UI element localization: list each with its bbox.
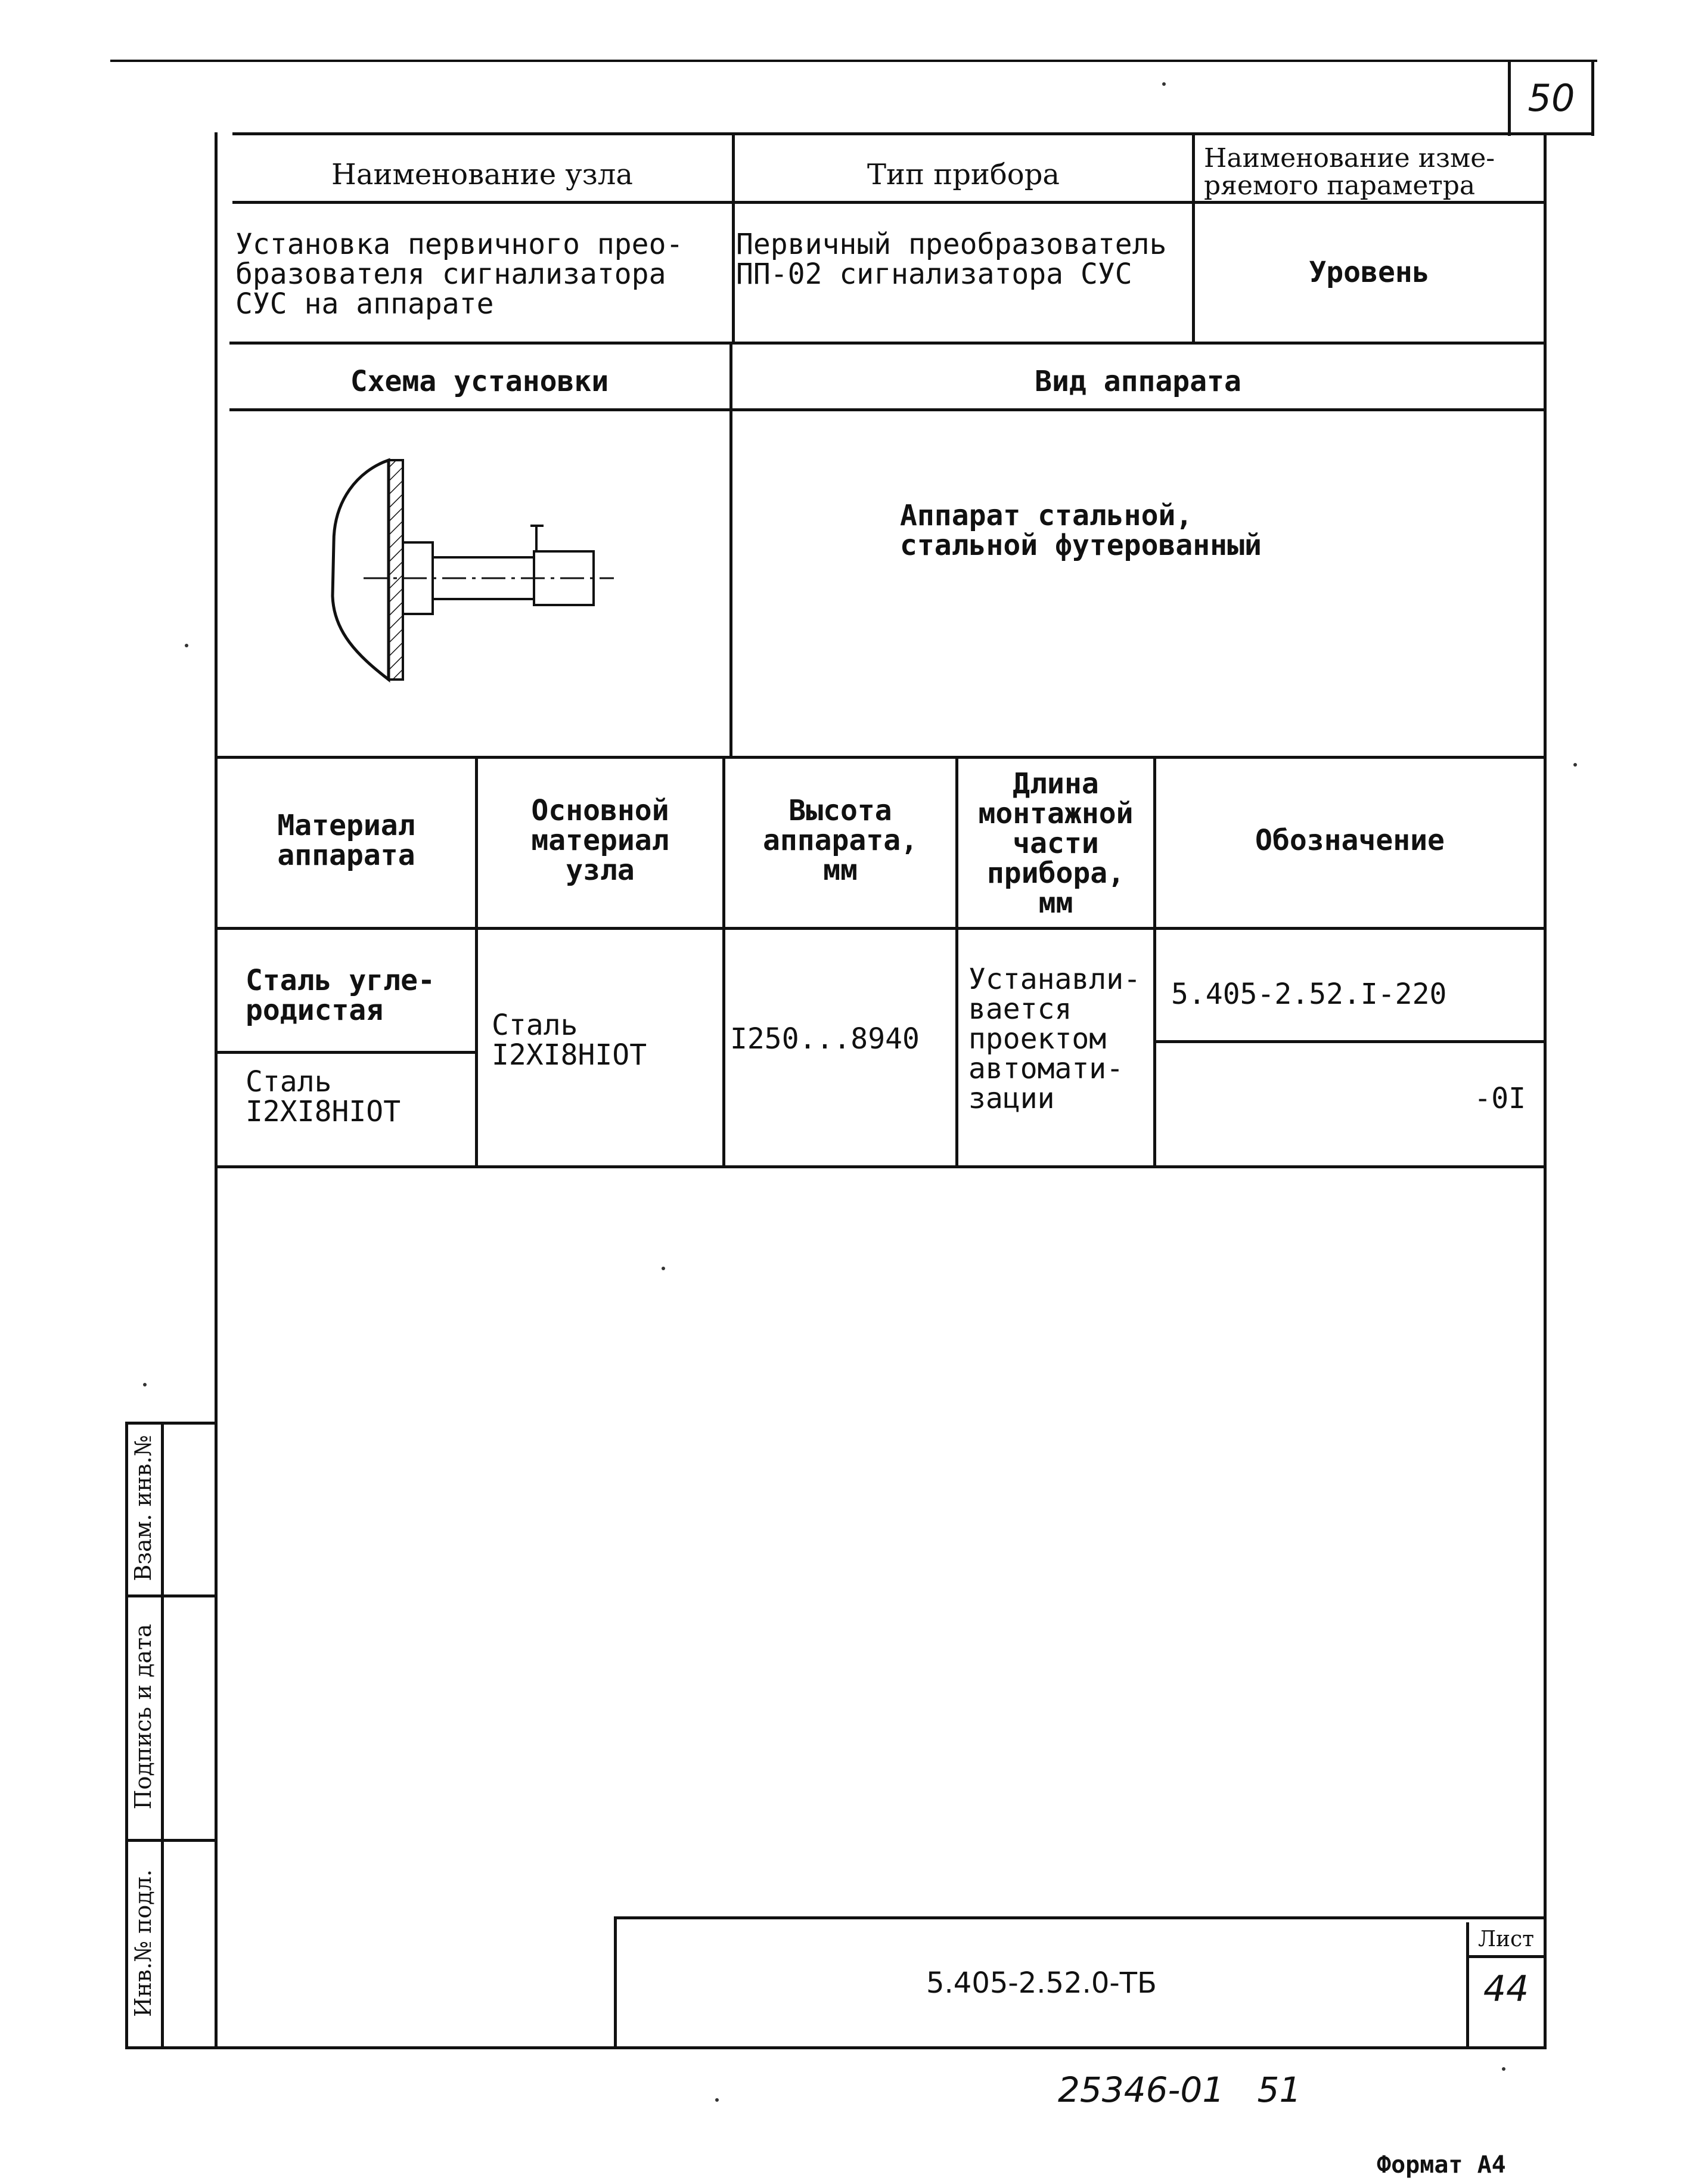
header-bottom-line — [232, 201, 1547, 204]
stamp-left-edge — [125, 1422, 128, 2049]
cell-material-2: Сталь I2XI8HIOT — [246, 1065, 401, 1128]
header-device-type: Тип прибора — [867, 158, 1060, 191]
installation-sketch — [322, 453, 632, 691]
page-number-box-right — [1591, 60, 1594, 136]
scheme-title: Схема установки — [350, 365, 609, 398]
designation-split-line — [1155, 1040, 1545, 1043]
sheet-label: Лист — [1477, 1927, 1535, 1952]
format-label: Формат А4 — [1377, 2151, 1506, 2179]
cell-length: Устанавли- вается проектом автомати- зации — [968, 963, 1141, 1115]
page-number: 50 — [1528, 76, 1575, 120]
header-divider-2 — [1192, 132, 1195, 344]
frame-top — [232, 132, 1594, 135]
device-type-text: Первичный преобразователь ПП-02 сигнализатора СУС — [736, 228, 1167, 291]
table-top-line — [218, 756, 1547, 759]
document-code: 5.405-2.52.0-ТБ — [926, 1966, 1157, 2000]
scan-speck — [185, 644, 188, 647]
table-header-designation: Обозначение — [1255, 824, 1445, 857]
apparatus-title: Вид аппарата — [1035, 365, 1241, 398]
header-node-name: Наименование узла — [331, 158, 633, 191]
table-header-height: Высота аппарата, мм — [762, 794, 918, 887]
apparatus-description: Аппарат стальной, стальной футерованный — [900, 499, 1262, 562]
row1-bottom-line — [229, 342, 1547, 345]
material-split-line — [218, 1051, 477, 1054]
table-header-material: Материал аппарата — [277, 809, 415, 872]
frame-right — [1544, 132, 1547, 2049]
cell-node-material: Сталь I2XI8HIOT — [492, 1009, 647, 1072]
top-rule — [110, 60, 1597, 62]
frame-left — [215, 132, 218, 2049]
cell-designation-1: 5.405-2.52.I-220 — [1171, 978, 1447, 1011]
scan-speck — [1573, 763, 1577, 767]
table-header-bottom-line — [218, 927, 1547, 930]
title-block-sheet-split — [1466, 1955, 1547, 1958]
stamp-label-signature: Подпись и дата — [130, 1624, 156, 1810]
table-header-length: Длина монтажной части прибора, мм — [978, 767, 1134, 920]
frame-bottom — [125, 2046, 1547, 2049]
sheet-number: 44 — [1483, 1968, 1529, 2010]
scan-speck — [143, 1383, 147, 1386]
header-parameter-name: Наименование изме- ряемого параметра — [1204, 143, 1495, 201]
scheme-divider — [729, 342, 732, 759]
table-bottom-line — [218, 1165, 1547, 1168]
parameter-value: Уровень — [1309, 256, 1430, 289]
handwritten-inventory-number: 25346-01 51 — [1058, 2070, 1302, 2110]
cell-height: I250...8940 — [730, 1022, 920, 1056]
node-name-text: Установка первичного прео- бразователя сигнализатора СУС на аппарате — [235, 228, 684, 321]
cell-material-1: Сталь угле- родистая — [246, 964, 435, 1027]
titles-bottom-line — [229, 408, 1547, 411]
cell-designation-2: -0I — [1474, 1082, 1526, 1115]
stamp-inner-edge — [161, 1422, 164, 2049]
scan-speck — [662, 1267, 665, 1270]
title-block-top — [617, 1916, 1547, 1919]
table-header-node-material: Основной материал узла — [531, 794, 669, 887]
stamp-label-inventory: Инв.№ подл. — [130, 1869, 156, 2017]
page-number-box-left — [1508, 60, 1511, 136]
scan-speck — [1162, 82, 1166, 86]
scan-speck — [1502, 2067, 1505, 2071]
scan-speck — [715, 2098, 719, 2102]
stamp-label-replacement: Взам. инв.№ — [130, 1435, 156, 1581]
